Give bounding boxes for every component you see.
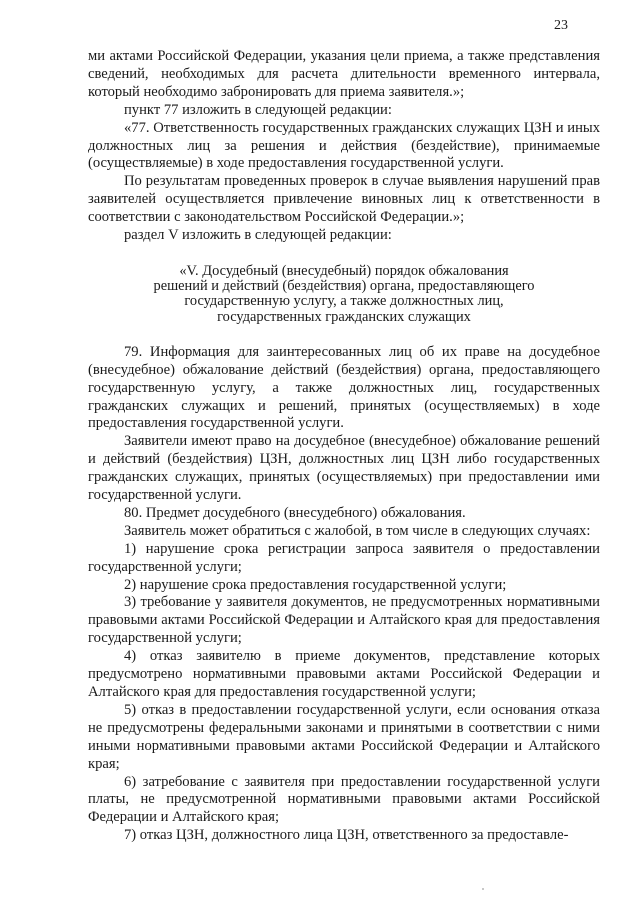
paragraph: Заявители имеют право на досудебное (внесудебное) обжалование решений и действий (бездействия) ЦЗН, должностных лиц ЦЗН либо государственных гражданских служащих, принятых (осуществляемых) при предоставлении ими государственной услуги.	[88, 433, 600, 504]
document-body	[88, 48, 600, 845]
paragraph: 3) требование у заявителя документов, не предусмотренных нормативными правовыми актами Российской Федерации и Алтайского края для предоставления государственной услуги;	[88, 594, 600, 647]
paragraph: 5) отказ в предоставлении государственной услуги, если основания отказа не предусмотрены федеральными законами и принятыми в соответствии с ними иными нормативными правовыми актами Российской Федерации и Алтайского края;	[88, 701, 600, 772]
paragraph: 2) нарушение срока предоставления государственной услуги;	[124, 576, 507, 593]
paragraph: 6) затребование с заявителя при предоставлении государственной услуги платы, не предусмотренной нормативными правовыми актами Российской Федерации и Алтайского края;	[88, 773, 600, 826]
section-heading-line: государственных гражданских служащих	[217, 308, 471, 325]
paragraphs-top	[88, 48, 600, 245]
paragraph: пункт 77 изложить в следующей редакции:	[124, 101, 392, 118]
scan-speck	[482, 888, 484, 890]
paragraph: По результатам проведенных проверок в случае выявления нарушений прав заявителей осуществляется привлечение виновных лиц к ответственности в соответствии с законодательством Российской Федерации.»;	[88, 173, 600, 226]
page-number: 23	[554, 18, 568, 33]
paragraphs-bottom	[88, 344, 600, 845]
paragraph: ми актами Российской Федерации, указания цели приема, а также представления сведений, необходимых для расчета длительности временного интервала, который необходимо забронировать для приема заявителя.»;	[88, 48, 600, 100]
paragraph: 7) отказ ЦЗН, должностного лица ЦЗН, ответственного за предоставле-	[124, 827, 569, 844]
paragraph: Заявитель может обратиться с жалобой, в том числе в следующих случаях:	[124, 522, 591, 539]
paragraph: 79. Информация для заинтересованных лиц об их праве на досудебное (внесудебное) обжалование действий (бездействия) органа, предоставляющего государственную услугу, а также должностных лиц, государственных гражданских служащих и решений, принятых (осуществляемых) в ходе предоставления государственной услуги.	[88, 343, 600, 432]
paragraph: 80. Предмет досудебного (внесудебного) обжалования.	[124, 504, 466, 521]
paragraph: раздел V изложить в следующей редакции:	[124, 227, 392, 244]
section-heading-line: решений и действий (бездействия) органа, предоставляющего	[153, 278, 535, 295]
section-heading-line: государственную услугу, а также должностных лиц,	[184, 293, 504, 310]
paragraph: 4) отказ заявителю в приеме документов, представление которых предусмотрено нормативными правовыми актами Российской Федерации и Алтайского края для предоставления государственной услуги;	[88, 648, 600, 700]
section-heading	[88, 264, 600, 325]
paragraph: 1) нарушение срока регистрации запроса заявителя о предоставлении государственной услуги;	[88, 540, 600, 575]
section-heading-line: «V. Досудебный (внесудебный) порядок обжалования	[179, 262, 509, 279]
paragraph: «77. Ответственность государственных гражданских служащих ЦЗН и иных должностных лиц за решения и действия (бездействие), принимаемые (осуществляемые) в ходе предоставления государственной услуги.	[88, 119, 600, 172]
